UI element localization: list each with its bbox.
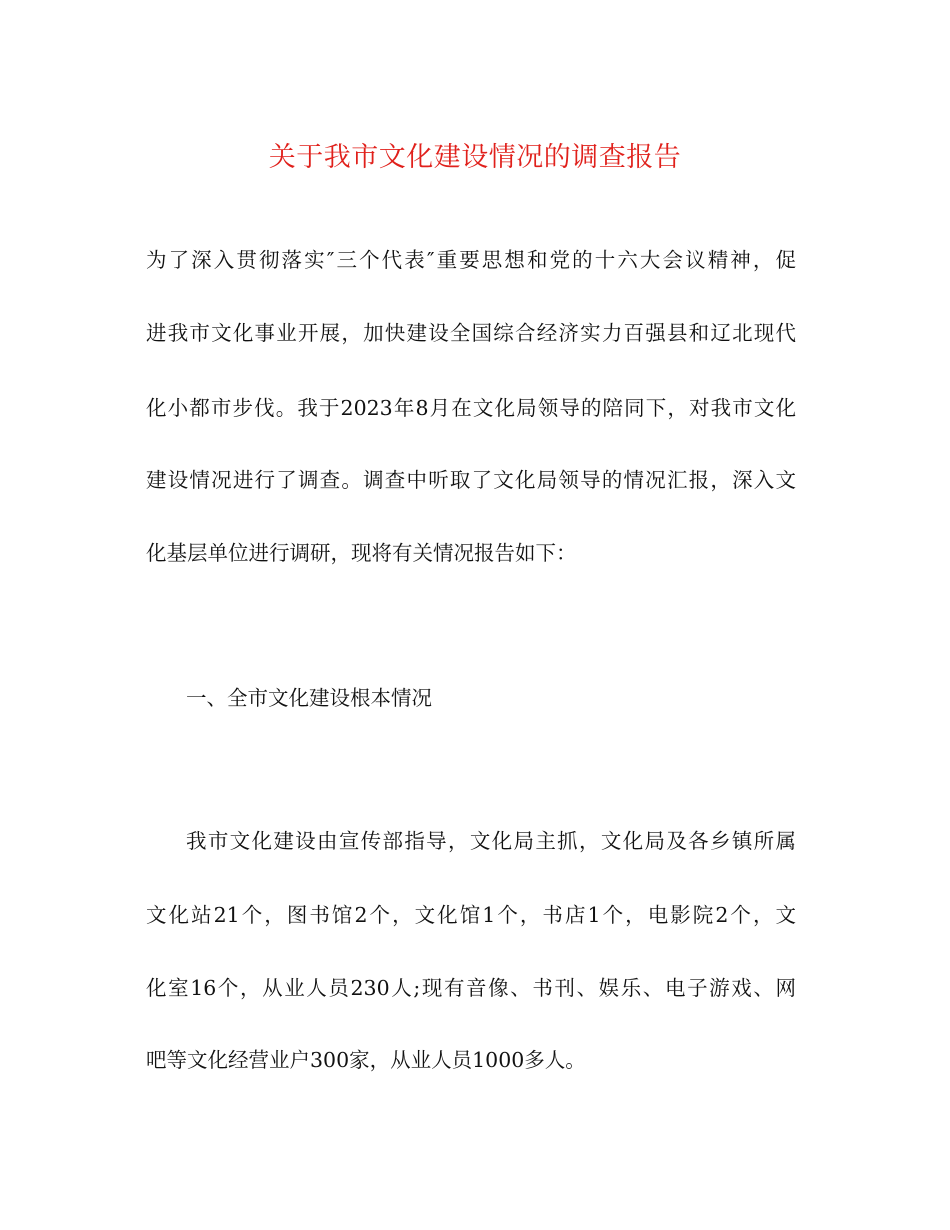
document-title: 关于我市文化建设情况的调查报告 [268,142,682,173]
intro-line-2: 进我市文化事业开展，加快建设全国综合经济实力百强县和辽北现代 [146,321,796,345]
intro-line-3: 化小都市步伐。我于2023年8月在文化局领导的陪同下，对我市文化 [146,396,796,420]
intro-line-5: 化基层单位进行调研，现将有关情况报告如下： [146,541,577,565]
section-heading: 一、全市文化建设根本情况 [186,686,432,710]
body-line-1: 我市文化建设由宣传部指导，文化局主抓，文化局及各乡镇所属 [186,829,796,853]
intro-line-1: 为了深入贯彻落实″三个代表″重要思想和党的十六大会议精神，促 [146,248,796,272]
body-line-4: 吧等文化经营业户300家，从业人员1000多人。 [146,1048,586,1072]
intro-line-4: 建设情况进行了调查。调查中听取了文化局领导的情况汇报，深入文 [146,468,796,492]
body-line-2: 文化站21个，图书馆2个，文化馆1个，书店1个，电影院2个，文 [146,903,796,927]
body-line-3: 化室16个，从业人员230人;现有音像、书刊、娱乐、电子游戏、网 [146,976,796,1000]
